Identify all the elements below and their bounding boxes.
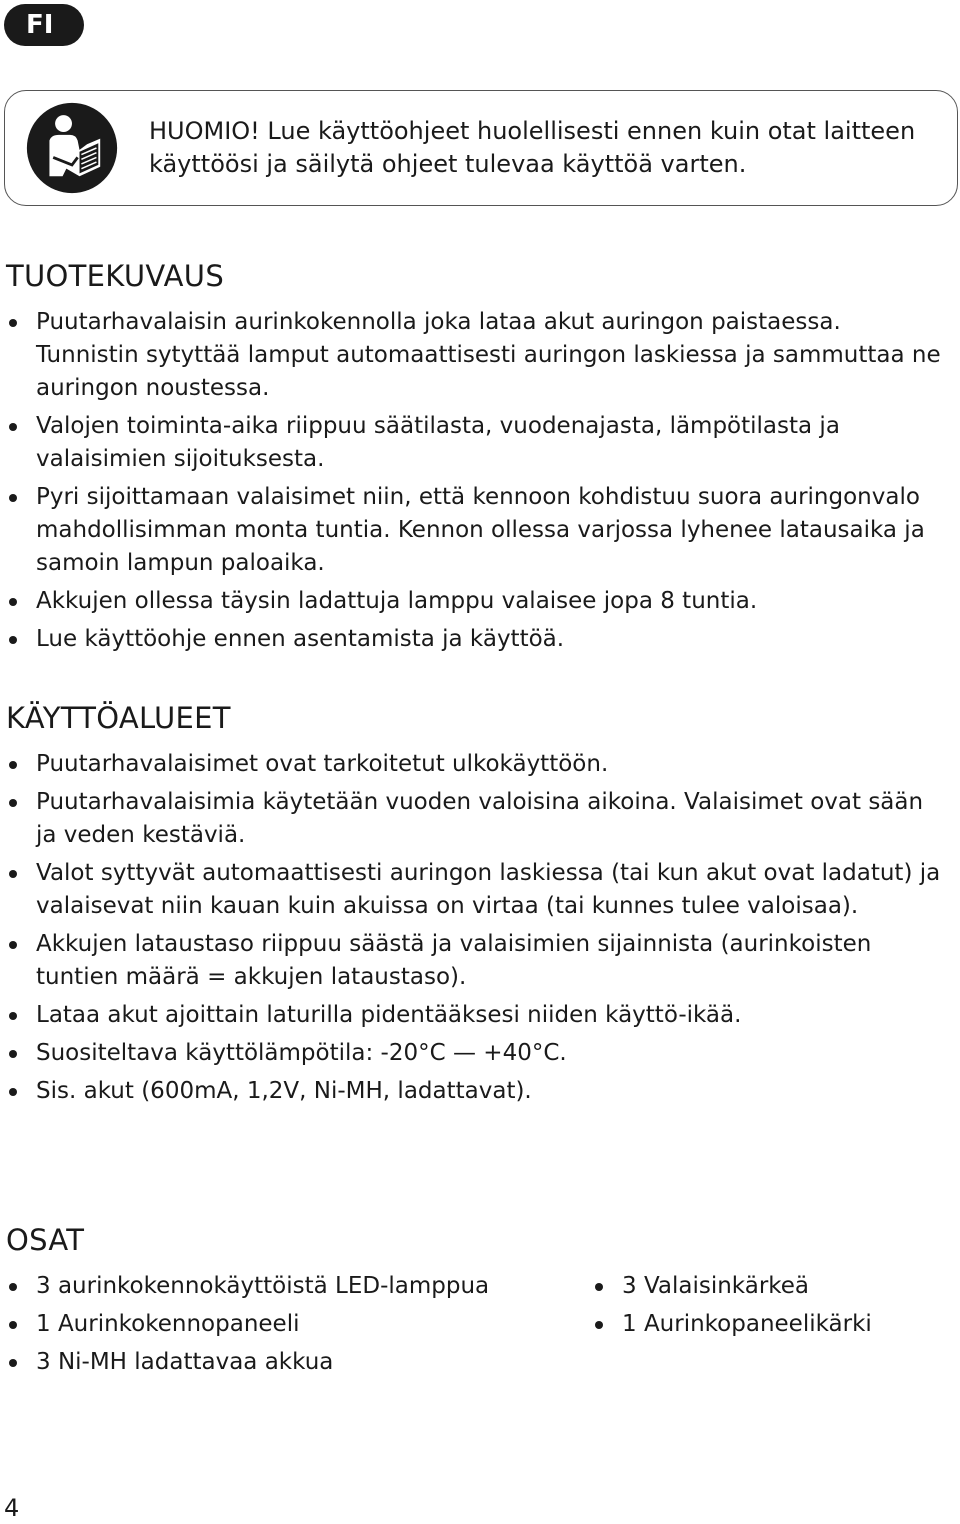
section-title-tuotekuvaus: TUOTEKUVAUS (6, 259, 225, 293)
list-item: 1 Aurinkokennopaneeli (0, 1308, 580, 1341)
list-item: Valot syttyvät automaattisesti auringon laskiessa (tai kun akut ovat ladatut) ja valaisevat niin kauan kuin akuissa on virtaa (tai kunnes tulee valoisaa). (0, 857, 950, 923)
list-item: Lue käyttöohje ennen asentamista ja käyttöä. (0, 623, 950, 656)
language-badge: FI (4, 4, 84, 46)
page-number: 4 (4, 1494, 20, 1522)
list-item: 3 Ni-MH ladattavaa akkua (0, 1346, 580, 1379)
kayttoalueet-list (0, 748, 950, 1113)
notice-text: HUOMIO! Lue käyttöohjeet huolellisesti ennen kuin otat laitteen käyttöösi ja säilytä ohjeet tulevaa käyttöä varten. (149, 117, 916, 178)
tuotekuvaus-list (0, 306, 950, 661)
section-title-osat: OSAT (6, 1223, 85, 1257)
list-item: Puutarhavalaisin aurinkokennolla joka lataa akut auringon paistaessa. Tunnistin sytyttää lamput automaattisesti auringon laskiessa ja sammuttaa ne auringon noustessa. (0, 306, 950, 405)
list-item: Puutarhavalaisimet ovat tarkoitetut ulkokäyttöön. (0, 748, 950, 781)
manual-reading-icon (25, 101, 119, 195)
list-item: Pyri sijoittamaan valaisimet niin, että kennoon kohdistuu suora auringonvalo mahdollisimman monta tuntia. Kennon ollessa varjossa lyhenee latausaika ja samoin lampun paloaika. (0, 481, 950, 580)
osat-list-left (0, 1270, 580, 1384)
notice-box (4, 90, 958, 206)
section-title-kayttoalueet: KÄYTTÖALUEET (6, 701, 231, 735)
list-item: Sis. akut (600mA, 1,2V, Ni-MH, ladattavat). (0, 1075, 950, 1108)
list-item: Lataa akut ajoittain laturilla pidentääksesi niiden käyttö-ikää. (0, 999, 950, 1032)
list-item: Puutarhavalaisimia käytetään vuoden valoisina aikoina. Valaisimet ovat sään ja veden kestäviä. (0, 786, 950, 852)
list-item: Suositeltava käyttölämpötila: -20°C — +40°C. (0, 1037, 950, 1070)
list-item: Valojen toiminta-aika riippuu säätilasta, vuodenajasta, lämpötilasta ja valaisimien sijoituksesta. (0, 410, 950, 476)
list-item: 3 Valaisinkärkeä (586, 1270, 946, 1303)
osat-list-right (586, 1270, 946, 1346)
list-item: Akkujen lataustaso riippuu säästä ja valaisimien sijainnista (aurinkoisten tuntien määrä = akkujen lataustaso). (0, 928, 950, 994)
list-item: 1 Aurinkopaneelikärki (586, 1308, 946, 1341)
list-item: Akkujen ollessa täysin ladattuja lamppu valaisee jopa 8 tuntia. (0, 585, 950, 618)
list-item: 3 aurinkokennokäyttöistä LED-lamppua (0, 1270, 580, 1303)
